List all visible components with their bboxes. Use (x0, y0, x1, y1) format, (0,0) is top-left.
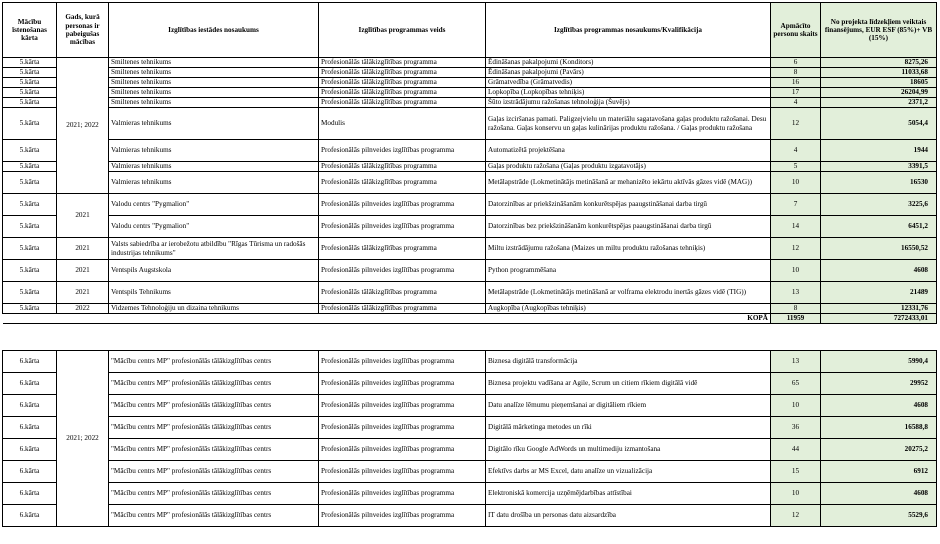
cell-program-type: Modulis (319, 108, 486, 140)
cell-persons: 13 (771, 282, 821, 304)
header-round: Mācību īstenošanas kārta (3, 3, 57, 58)
cell-persons: 6 (771, 58, 821, 68)
header-program-name: Izglītības programmas nosaukums/Kvalifikācija (486, 3, 771, 58)
cell-round: 5.kārta (3, 88, 57, 98)
cell-persons: 44 (771, 439, 821, 461)
cell-institution: Valmieras tehnikums (109, 140, 319, 162)
cell-round: 5.kārta (3, 260, 57, 282)
cell-institution: Valmieras tehnikums (109, 162, 319, 172)
cell-round: 6.kārta (3, 373, 57, 395)
cell-program-type: Profesionālās tālākizglītības programma (319, 78, 486, 88)
cell-program-name: Digitālā mārketinga metodes un rīki (486, 417, 771, 439)
cell-persons: 17 (771, 88, 821, 98)
cell-round: 5.kārta (3, 68, 57, 78)
cell-round: 5.kārta (3, 78, 57, 88)
cell-persons: 16 (771, 78, 821, 88)
cell-program-name: Elektroniskā komercija uzņēmējdarbības attīstībai (486, 483, 771, 505)
cell-persons: 12 (771, 238, 821, 260)
cell-round: 5.kārta (3, 108, 57, 140)
cell-round: 5.kārta (3, 98, 57, 108)
cell-institution: Smiltenes tehnikums (109, 88, 319, 98)
cell-program-type: Profesionālās pilnveides izglītības programma (319, 216, 486, 238)
cell-program-type: Profesionālās pilnveides izglītības programma (319, 417, 486, 439)
cell-round: 5.kārta (3, 194, 57, 216)
cell-persons: 10 (771, 395, 821, 417)
header-year: Gads, kurā personas ir pabeigušas mācības (57, 3, 109, 58)
cell-funding: 2371,2 (821, 98, 937, 108)
cell-funding: 5529,6 (821, 505, 937, 527)
cell-program-type: Profesionālās tālākizglītības programma (319, 58, 486, 68)
cell-round: 5.kārta (3, 58, 57, 68)
cell-funding: 12331,76 (821, 304, 937, 314)
cell-program-type: Profesionālās pilnveides izglītības programma (319, 461, 486, 483)
cell-institution: Valsts sabiedrība ar ierobežotu atbildību "Rīgas Tūrisma un radošās industrijas tehnikums" (109, 238, 319, 260)
cell-round: 5.kārta (3, 162, 57, 172)
cell-funding: 20275,2 (821, 439, 937, 461)
cell-program-name: Ēdināšanas pakalpojumi (Konditors) (486, 58, 771, 68)
cell-program-type: Profesionālās tālākizglītības programma (319, 282, 486, 304)
cell-funding: 4608 (821, 483, 937, 505)
cell-persons: 10 (771, 172, 821, 194)
cell-program-name: Digitālo rīku Google AdWords un multimediju izmantošana (486, 439, 771, 461)
cell-funding: 11033,68 (821, 68, 937, 78)
cell-institution: "Mācību centrs MP" profesionālās tālākizglītības centrs (109, 373, 319, 395)
cell-program-name: Miltu izstrādājumu ražošana (Maizes un miltu produktu ražošanas tehniķis) (486, 238, 771, 260)
cell-program-type: Profesionālās tālākizglītības programma (319, 68, 486, 78)
cell-program-name: Datorzinības bez priekšzināšanām konkurētspējas paaugstināšanai darba tirgū (486, 216, 771, 238)
header-funding: No projekta līdzekļiem veiktais finansējums, EUR ESF (85%)+ VB (15%) (821, 3, 937, 58)
cell-institution: Valmieras tehnikums (109, 108, 319, 140)
cell-institution: Smiltenes tehnikums (109, 58, 319, 68)
cell-persons: 65 (771, 373, 821, 395)
cell-program-name: Biznesa projektu vadīšana ar Agile, Scrum un citiem rīkiem digitālā vidē (486, 373, 771, 395)
cell-funding: 6912 (821, 461, 937, 483)
training-table-round-5 (2, 2, 937, 324)
cell-funding: 18605 (821, 78, 937, 88)
cell-program-type: Profesionālās pilnveides izglītības programma (319, 395, 486, 417)
cell-round: 5.kārta (3, 140, 57, 162)
cell-program-type: Profesionālās pilnveides izglītības programma (319, 140, 486, 162)
cell-funding: 16588,8 (821, 417, 937, 439)
cell-persons: 13 (771, 351, 821, 373)
cell-institution: Ventspils Augstskola (109, 260, 319, 282)
cell-year: 2021 (57, 194, 109, 238)
cell-funding: 3391,5 (821, 162, 937, 172)
cell-program-type: Profesionālās tālākizglītības programma (319, 238, 486, 260)
cell-persons: 5 (771, 162, 821, 172)
cell-persons: 7 (771, 194, 821, 216)
cell-institution: Vidzemes Tehnoloģiju un dizaina tehnikums (109, 304, 319, 314)
cell-program-name: Augkopība (Augkopības tehniķis) (486, 304, 771, 314)
cell-program-type: Profesionālās tālākizglītības programma (319, 162, 486, 172)
cell-institution: Smiltenes tehnikums (109, 78, 319, 88)
cell-funding: 16550,52 (821, 238, 937, 260)
cell-funding: 16530 (821, 172, 937, 194)
cell-year: 2021; 2022 (57, 58, 109, 194)
cell-persons: 15 (771, 461, 821, 483)
cell-program-type: Profesionālās pilnveides izglītības programma (319, 194, 486, 216)
cell-institution: "Mācību centrs MP" profesionālās tālākizglītības centrs (109, 351, 319, 373)
cell-program-name: Biznesa digitālā transformācija (486, 351, 771, 373)
cell-persons: 10 (771, 483, 821, 505)
cell-funding: 29952 (821, 373, 937, 395)
cell-institution: Smiltenes tehnikums (109, 98, 319, 108)
cell-round: 5.kārta (3, 216, 57, 238)
cell-round: 5.kārta (3, 172, 57, 194)
cell-program-name: Lopkopība (Lopkopības tehniķis) (486, 88, 771, 98)
cell-program-type: Profesionālās tālākizglītības programma (319, 304, 486, 314)
cell-persons: 14 (771, 216, 821, 238)
cell-persons: 8 (771, 304, 821, 314)
cell-round: 6.kārta (3, 395, 57, 417)
cell-program-type: Profesionālās pilnveides izglītības programma (319, 351, 486, 373)
cell-persons: 36 (771, 417, 821, 439)
cell-year: 2021 (57, 238, 109, 260)
cell-funding: 6451,2 (821, 216, 937, 238)
cell-persons: 8 (771, 68, 821, 78)
cell-program-name: IT datu drošība un personas datu aizsardzība (486, 505, 771, 527)
cell-program-name: Python programmēšana (486, 260, 771, 282)
cell-institution: Valmieras tehnikums (109, 172, 319, 194)
cell-program-type: Profesionālās tālākizglītības programma (319, 88, 486, 98)
total-persons: 11959 (771, 314, 821, 324)
cell-persons: 12 (771, 505, 821, 527)
cell-round: 6.kārta (3, 461, 57, 483)
cell-funding: 26204,99 (821, 88, 937, 98)
cell-program-name: Grāmatvedība (Grāmatvedis) (486, 78, 771, 88)
cell-funding: 8275,26 (821, 58, 937, 68)
cell-program-type: Profesionālās pilnveides izglītības programma (319, 483, 486, 505)
cell-institution: "Mācību centrs MP" profesionālās tālākizglītības centrs (109, 461, 319, 483)
cell-institution: "Mācību centrs MP" profesionālās tālākizglītības centrs (109, 417, 319, 439)
training-table-round-6 (2, 350, 937, 527)
cell-program-name: Efektīvs darbs ar MS Excel, datu analīze un vizualizācija (486, 461, 771, 483)
cell-program-name: Automatizētā projektēšana (486, 140, 771, 162)
total-funding: 7272433,01 (821, 314, 937, 324)
cell-program-type: Profesionālās tālākizglītības programma (319, 98, 486, 108)
cell-persons: 12 (771, 108, 821, 140)
cell-institution: "Mācību centrs MP" profesionālās tālākizglītības centrs (109, 395, 319, 417)
cell-round: 6.kārta (3, 417, 57, 439)
cell-institution: "Mācību centrs MP" profesionālās tālākizglītības centrs (109, 439, 319, 461)
cell-year: 2022 (57, 304, 109, 314)
cell-funding: 21489 (821, 282, 937, 304)
cell-institution: Smiltenes tehnikums (109, 68, 319, 78)
cell-program-name: Šūto izstrādājumu ražošanas tehnoloģija (Šuvējs) (486, 98, 771, 108)
cell-funding: 4608 (821, 395, 937, 417)
cell-program-type: Profesionālās pilnveides izglītības programma (319, 260, 486, 282)
cell-program-type: Profesionālās pilnveides izglītības programma (319, 439, 486, 461)
cell-program-name: Ēdināšanas pakalpojumi (Pavārs) (486, 68, 771, 78)
cell-program-name: Metālapstrāde (Lokmetinātājs metināšanā ar mehanizēto iekārtu aktīvās gāzes vidē (MAG)) (486, 172, 771, 194)
cell-program-type: Profesionālās pilnveides izglītības programma (319, 373, 486, 395)
total-label: KOPĀ (3, 314, 771, 324)
cell-round: 6.kārta (3, 439, 57, 461)
cell-program-name: Datu analīze lēmumu pieņemšanai ar digitāliem rīkiem (486, 395, 771, 417)
cell-program-name: Metālapstrāde (Lokmetinātājs metināšanā ar volframa elektrodu inertās gāzes vidē (TIG)) (486, 282, 771, 304)
cell-round: 6.kārta (3, 351, 57, 373)
cell-program-name: Datorzinības ar priekšzināšanām konkurētspējas paaugstināšanai darba tirgū (486, 194, 771, 216)
cell-program-name: Gaļas produktu ražošana (Gaļas produktu izgatavotājs) (486, 162, 771, 172)
cell-round: 6.kārta (3, 483, 57, 505)
header-persons: Apmācīto personu skaits (771, 3, 821, 58)
cell-institution: Valodu centrs "Pygmalion" (109, 194, 319, 216)
cell-persons: 4 (771, 140, 821, 162)
cell-program-name: Gaļas izciršanas pamati. Paligzejvielu un materiālu sagatavošana gaļas produktu ražošanai. Desu ražošana. Gaļas konservu un gaļas kulinārijas produktu ražošana. / Gaļas produktu ražošana (486, 108, 771, 140)
cell-year: 2021; 2022 (57, 351, 109, 527)
cell-funding: 5990,4 (821, 351, 937, 373)
cell-program-type: Profesionālās tālākizglītības programma (319, 172, 486, 194)
cell-round: 6.kārta (3, 505, 57, 527)
cell-funding: 1944 (821, 140, 937, 162)
cell-persons: 4 (771, 98, 821, 108)
cell-funding: 3225,6 (821, 194, 937, 216)
cell-round: 5.kārta (3, 304, 57, 314)
cell-year: 2021 (57, 282, 109, 304)
header-program-type: Izglītības programmas veids (319, 3, 486, 58)
cell-program-type: Profesionālās pilnveides izglītības programma (319, 505, 486, 527)
cell-round: 5.kārta (3, 238, 57, 260)
cell-institution: Ventspils Tehnikums (109, 282, 319, 304)
cell-funding: 5054,4 (821, 108, 937, 140)
cell-institution: "Mācību centrs MP" profesionālās tālākizglītības centrs (109, 505, 319, 527)
cell-institution: Valodu centrs "Pygmalion" (109, 216, 319, 238)
cell-funding: 4608 (821, 260, 937, 282)
cell-year: 2021 (57, 260, 109, 282)
cell-persons: 10 (771, 260, 821, 282)
cell-institution: "Mācību centrs MP" profesionālās tālākizglītības centrs (109, 483, 319, 505)
header-institution: Izglītības iestādes nosaukums (109, 3, 319, 58)
cell-round: 5.kārta (3, 282, 57, 304)
